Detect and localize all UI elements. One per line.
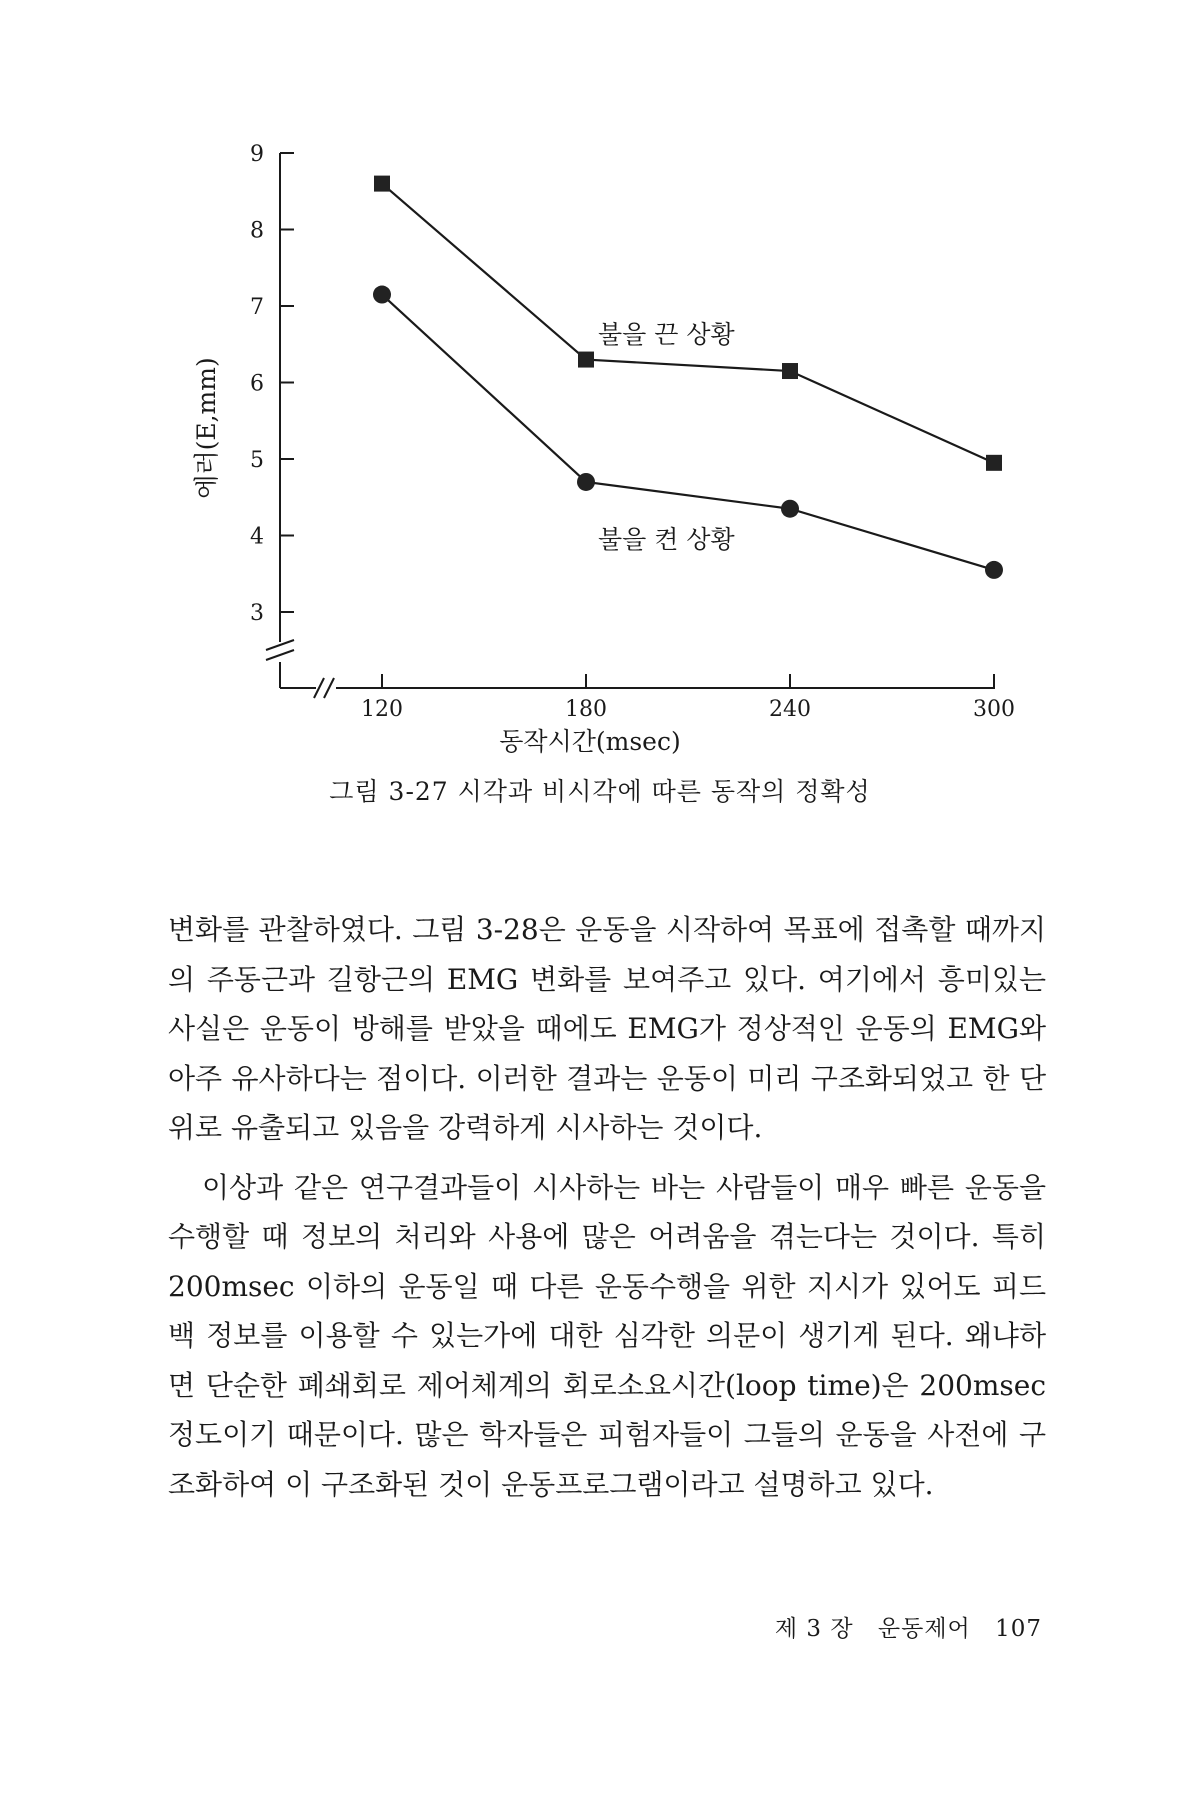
circle-point [985,561,1003,579]
y-ticks [250,142,294,626]
x-axis-label: 동작시간(msec) [499,727,681,756]
x-ticks [361,674,1015,722]
y-axis-label: 에러(E,mm) [192,357,221,499]
y-tick-label: 7 [250,295,264,320]
y-axis-break-mark [266,650,294,660]
y-tick-label: 8 [250,218,264,244]
page-footer [759,1610,1042,1643]
error-chart [0,0,1200,760]
circle-point [781,500,799,518]
series-label-lights-off: 불을 끈 상황 [598,320,735,349]
chapter-number: 제 3 장 [774,1616,854,1642]
square-point [374,176,390,192]
y-tick-label: 4 [250,524,264,550]
square-point [986,455,1002,471]
series-label-lights-on: 불을 켠 상황 [598,525,735,554]
chapter-title: 운동제어 [877,1616,971,1642]
body-text [168,905,1046,1519]
square-point [782,363,798,379]
series-markers [373,176,1003,579]
square-point [578,352,594,368]
paragraph: 이상과 같은 연구결과들이 시사하는 바는 사람들이 매우 빠른 운동을 수행할 때 정보의 처리와 사용에 많은 어려움을 겪는다는 것이다. 특히 200msec 이하의 운동일 때 다른 운동수행을 위한 지시가 있어도 피드백 정보를 이용할 수 있는가에 대한 심각한 의문이 생기게 된다. 왜냐하면 단순한 폐쇄회로 제어체계의 회로소요시간(loop time)은 200msec 정도이기 때문이다. 많은 학자들은 피험자들이 그들의 운동을 사전에 구조화하여 이 구조화된 것이 운동프로그램이라고 설명하고 있다. [168,1170,1046,1501]
chart-axes [266,153,995,698]
x-tick-label: 300 [973,697,1015,722]
x-tick-label: 120 [361,697,403,722]
y-tick-label: 9 [250,142,264,167]
y-tick-label: 5 [250,448,264,473]
x-tick-label: 240 [769,697,811,722]
circle-point [373,286,391,304]
y-tick-label: 6 [250,371,264,397]
x-axis-break-mark [324,678,334,698]
series-lines [382,184,994,570]
paragraph: 변화를 관찰하였다. 그림 3-28은 운동을 시작하여 목표에 접촉할 때까지의 주동근과 길항근의 EMG 변화를 보여주고 있다. 여기에서 흥미있는 사실은 운동이 방해를 받았을 때에도 EMG가 정상적인 운동의 EMG와 아주 유사하다는 점이다. 이러한 결과는 운동이 미리 구조화되었고 한 단위로 유출되고 있음을 강력하게 시사하는 것이다. [168,913,1046,1144]
y-tick-label: 3 [250,601,264,626]
circle-point [577,473,595,491]
page-number: 107 [995,1616,1042,1642]
x-tick-label: 180 [565,697,607,722]
figure-caption: 그림 3-27 시각과 비시각에 따른 동작의 정확성 [329,777,871,806]
